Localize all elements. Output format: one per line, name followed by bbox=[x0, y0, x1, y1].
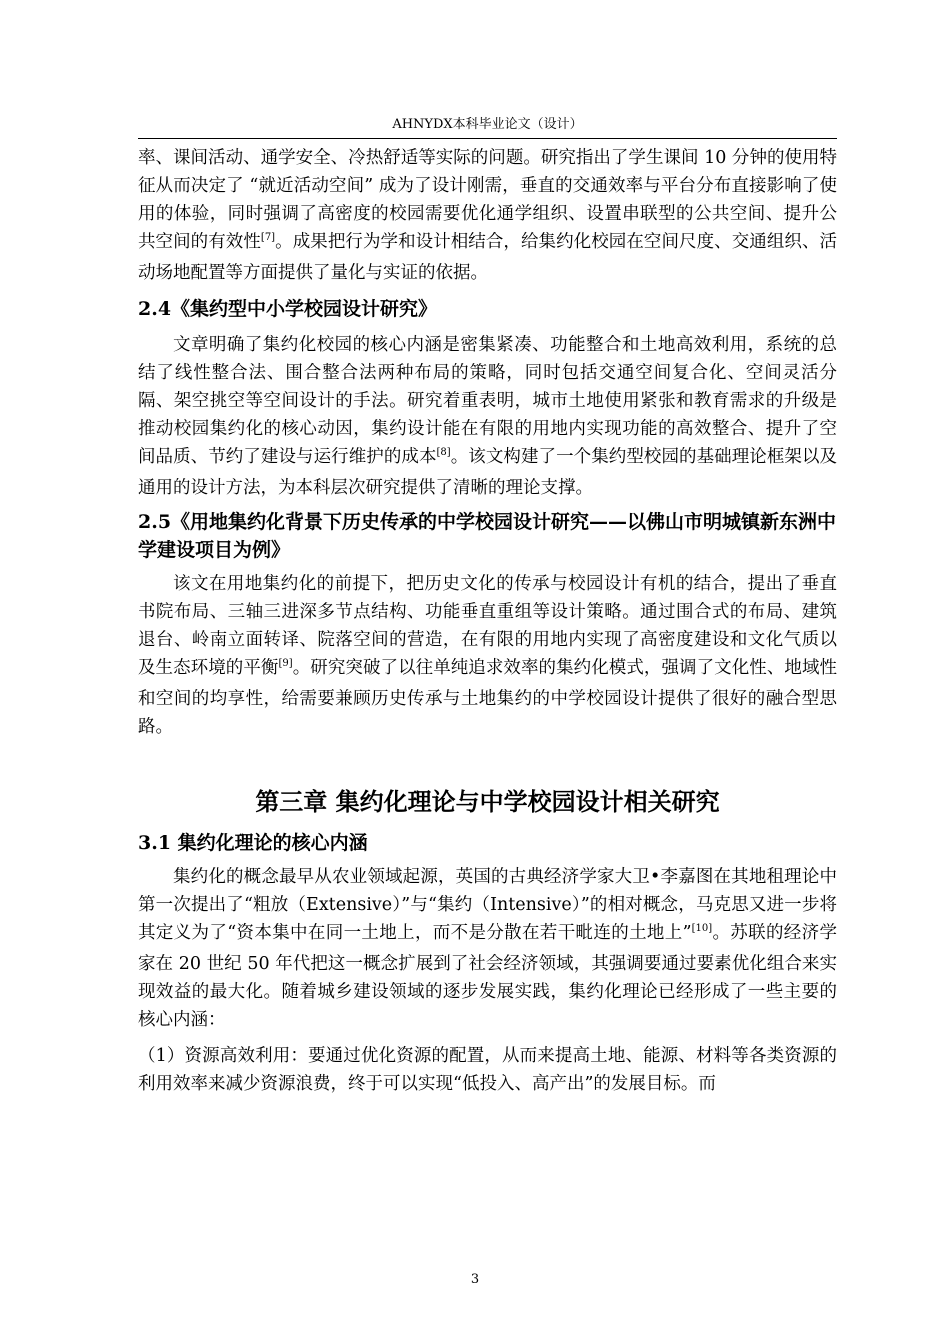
citation-7: [7] bbox=[260, 232, 276, 243]
running-header: AHNYDX本科毕业论文（设计） bbox=[392, 117, 583, 132]
paragraph-2-5: 该文在用地集约化的前提下，把历史文化的传承与校园设计有机的结合，提出了垂直书院布局、三轴三进深多节点结构、功能垂直重组等设计策略。通过围合式的布局、建筑退台、岭南立面转译、院落空间的营造，在有限的用地内实现了高密度建设和文化气质以及生态环境的平衡[9]。研究突破了以往单纯追求效率的集约化模式，强调了文化性、地域性和空间的均享性，给需要兼顾历史传承与土地集约的中学校园设计提供了很好的融合型思路。 bbox=[138, 574, 838, 737]
citation-9: [9] bbox=[278, 658, 293, 669]
chapter-title-3: 第三章 集约化理论与中学校园设计相关研究 bbox=[255, 787, 720, 816]
header-divider bbox=[138, 138, 837, 139]
section-heading-3-1: 3.1 集约化理论的核心内涵 bbox=[138, 832, 368, 854]
page-number: 3 bbox=[470, 1272, 480, 1287]
citation-8: [8] bbox=[436, 447, 451, 458]
paragraph-2-4: 文章明确了集约化校园的核心内涵是密集紧凑、功能整合和土地高效利用，系统的总结了线性整合法、围合整合法两种布局的策略，同时包括交通空间复合化、空间灵活分隔、架空挑空等空间设计的手法。研究着重表明，城市土地使用紧张和教育需求的升级是推动校园集约化的核心动因，集约设计能在有限的用地内实现功能的高效整合、提升了空间品质、节约了建设与运行维护的成本[8]。该文构建了一个集约型校园的基础理论框架以及通用的设计方法，为本科层次研究提供了清晰的理论支撑。 bbox=[138, 335, 837, 498]
paragraph-continuation: 率、课间活动、通学安全、冷热舒适等实际的问题。研究指出了学生课间 10 分钟的使用特征从而决定了 “就近活动空间” 成为了设计刚需，垂直的交通效率与平台分布直接影响了使用的体验，同时强调了高密度的校园需要优化通学组织、设置串联型的公共空间、提升公共空间的有效性[7]。成果把行为学和设计相结合，给集约化校园在空间尺度、交通组织、活动场地配置等方面提供了量化与实证的依据。 bbox=[138, 148, 838, 283]
list-item-1: （1）资源高效利用：要通过优化资源的配置，从而来提高土地、能源、材料等各类资源的利用效率来减少资源浪费，终于可以实现“低投入、高产出”的发展目标。而 bbox=[138, 1046, 837, 1094]
section-heading-2-4: 2.4《集约型中小学校园设计研究》 bbox=[138, 298, 438, 320]
page-content bbox=[138, 144, 837, 1098]
section-heading-2-5: 2.5《用地集约化背景下历史传承的中学校园设计研究——以佛山市明城镇新东洲中学建设项目为例》 bbox=[138, 511, 837, 561]
paragraph-3-1: 集约化的概念最早从农业领域起源，英国的古典经济学家大卫•李嘉图在其地租理论中第一次提出了“粗放（Extensive）”与“集约（Intensive）”的相对概念，马克思又进一步将其定义为了“资本集中在同一土地上，而不是分散在若干毗连的土地上”[10]。苏联的经济学家在 20 世纪 50 年代把这一概念扩展到了社会经济领域，其强调要通过要素优化组合来实现效益的最大化。随着城乡建设领域的逐步发展实践，集约化理论已经形成了一些主要的核心内涵： bbox=[138, 867, 837, 1030]
citation-10: [10] bbox=[691, 923, 713, 934]
